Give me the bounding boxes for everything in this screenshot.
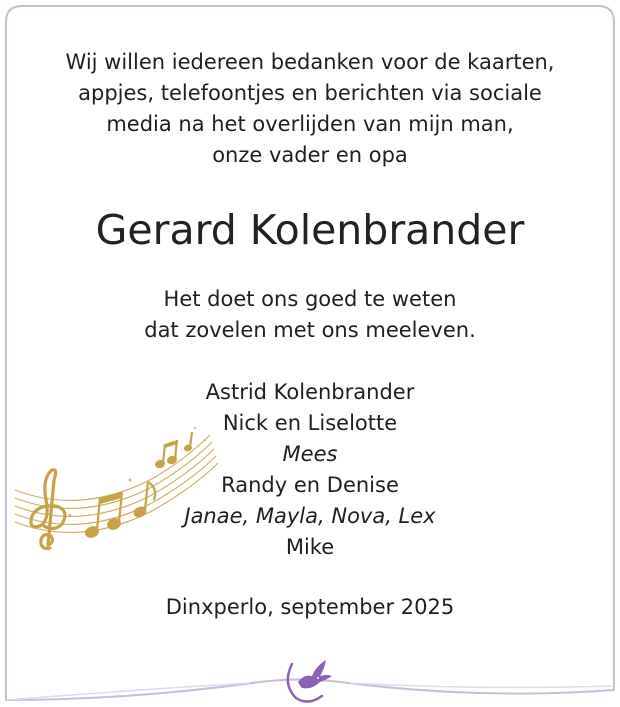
intro-line: Wij willen iedereen bedanken voor de kaarten, [65, 50, 555, 74]
family-line: Mees [282, 442, 338, 466]
dove-icon [282, 654, 334, 704]
intro-text [0, 47, 620, 171]
music-notes-icon [10, 420, 220, 570]
thanks-line: dat zovelen met ons meeleven. [144, 318, 476, 342]
place-date: Dinxperlo, september 2025 [165, 595, 455, 619]
intro-line: onze vader en opa [212, 143, 408, 167]
thanks-line: Het doet ons goed te weten [163, 287, 457, 311]
deceased-name: Gerard Kolenbrander [95, 206, 525, 254]
intro-line: appjes, telefoontjes en berichten via sociale [78, 81, 542, 105]
family-line: Mike [285, 535, 335, 559]
thanks-text [0, 284, 620, 346]
family-line: Randy en Denise [221, 473, 399, 497]
family-line: Nick en Liselotte [222, 411, 398, 435]
intro-line: media na het overlijden van mijn man, [106, 112, 514, 136]
family-line: Astrid Kolenbrander [205, 380, 415, 404]
family-line: Janae, Mayla, Nova, Lex [184, 504, 436, 528]
